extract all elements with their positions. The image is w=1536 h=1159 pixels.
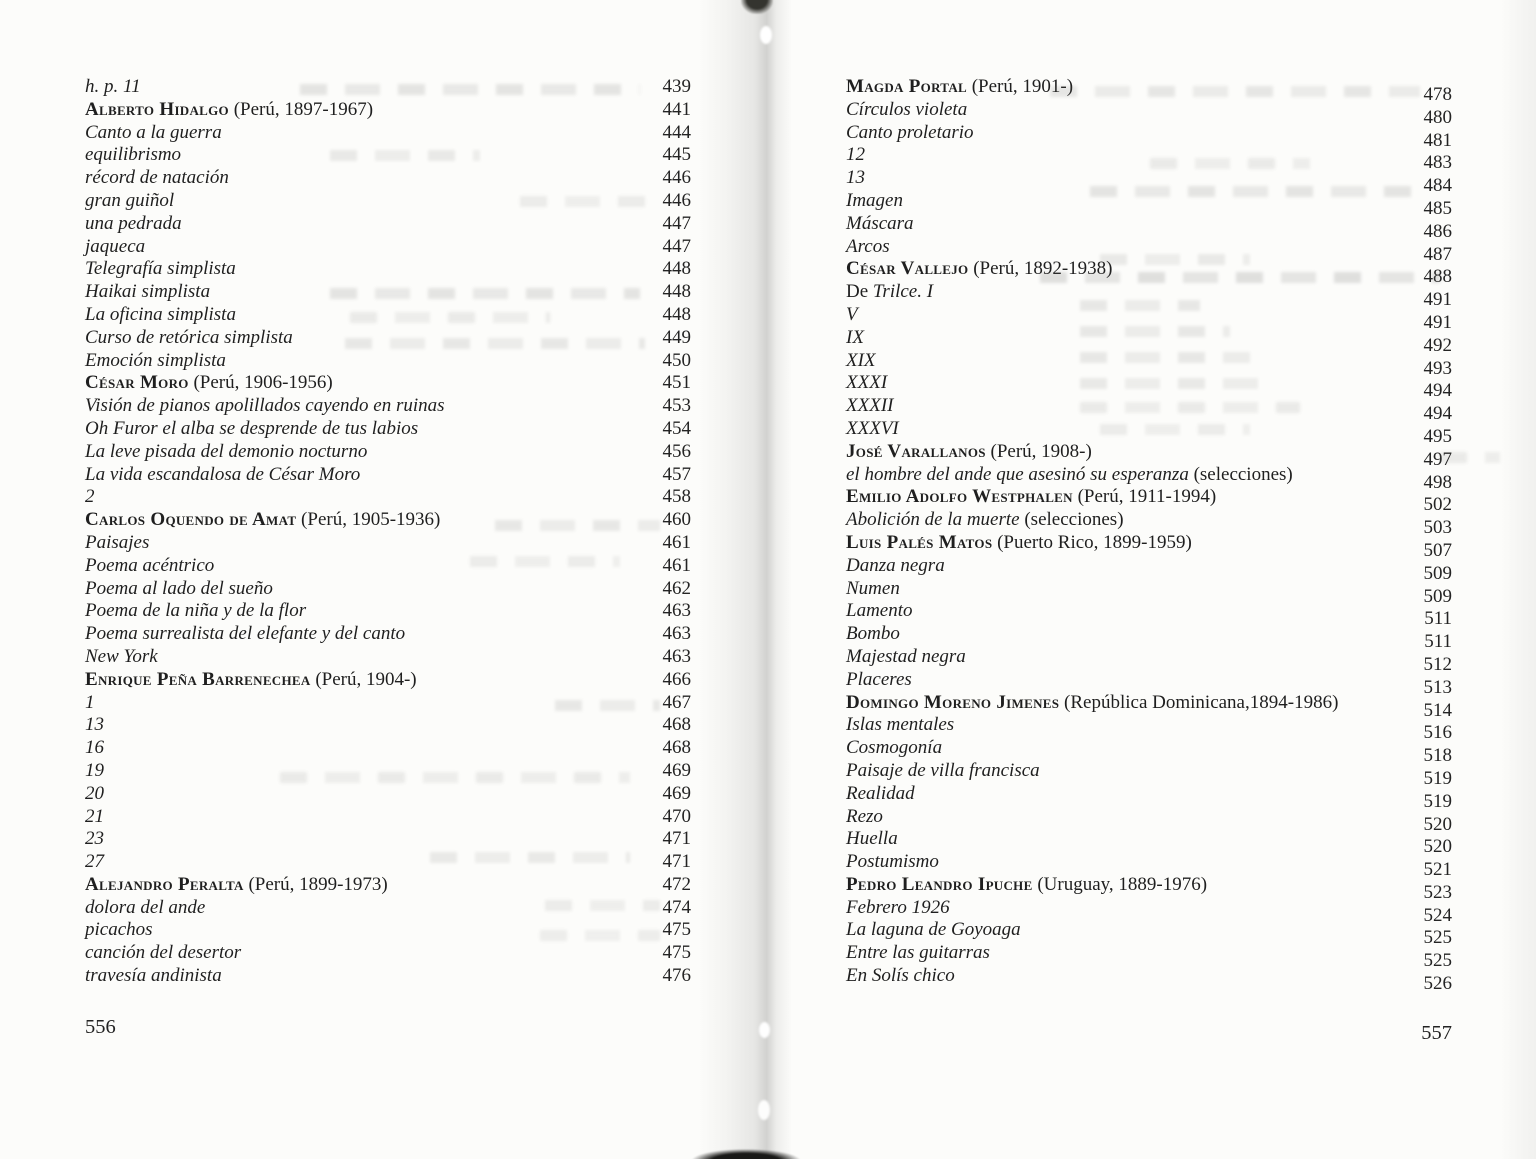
toc-left (85, 76, 691, 988)
toc-entry (846, 463, 1452, 493)
toc-entry (846, 737, 1452, 767)
entry-title: 16 (85, 737, 104, 759)
entry-page-number: 524 (1423, 904, 1452, 926)
entry-title: jaqueca (85, 235, 146, 257)
entry-page-number: 525 (1423, 950, 1452, 972)
toc-entry (846, 554, 1452, 584)
entry-page-number: 463 (662, 645, 691, 667)
toc-entry (85, 919, 691, 942)
toc-entry (846, 919, 1452, 949)
toc-entry (846, 372, 1452, 402)
toc-entry (85, 167, 691, 190)
entry-page-number: 520 (1423, 836, 1452, 858)
entry-page-number: 519 (1423, 790, 1452, 812)
toc-entry (85, 851, 691, 874)
entry-title: 21 (85, 805, 104, 827)
entry-page-number: 445 (662, 144, 691, 166)
toc-entry (846, 896, 1452, 926)
toc-entry (85, 692, 691, 715)
entry-title: XXXVI (846, 417, 899, 439)
entry-title: Numen (846, 577, 900, 599)
entry-page-number: 526 (1423, 973, 1452, 995)
entry-page-number: 507 (1423, 539, 1452, 561)
entry-page-number: 462 (662, 577, 691, 599)
entry-page-number: 494 (1423, 380, 1452, 402)
entry-page-number: 467 (662, 691, 691, 713)
toc-entry (85, 76, 691, 99)
toc-entry (846, 212, 1452, 242)
entry-page-number: 461 (662, 531, 691, 553)
entry-title: XXXII (846, 395, 894, 417)
toc-entry (85, 760, 691, 783)
entry-title: Emoción simplista (85, 349, 226, 371)
entry-title: Entre las guitarras (846, 942, 990, 964)
entry-title: Canto proletario (846, 121, 974, 143)
entry-page-number: 447 (662, 235, 691, 257)
binding-mark-bottom (692, 1149, 800, 1159)
entry-title: Febrero 1926 (846, 896, 950, 918)
toc-entry (85, 555, 691, 578)
entry-page-number: 463 (662, 600, 691, 622)
toc-entry (85, 236, 691, 259)
entry-title: La oficina simplista (85, 303, 236, 325)
entry-page-number: 439 (662, 76, 691, 97)
entry-author: Alberto Hidalgo (Perú, 1897-1967) (85, 98, 374, 120)
entry-title: Curso de retórica simplista (85, 326, 293, 348)
toc-entry (85, 350, 691, 373)
toc-entry (846, 144, 1452, 174)
entry-page-number: 471 (662, 851, 691, 873)
entry-title: Cosmogonía (846, 737, 943, 759)
binding-glint (758, 1100, 770, 1120)
page-folio-right: 557 (1421, 1022, 1452, 1044)
entry-title: Realidad (846, 782, 915, 804)
entry-title: Haikai simplista (85, 281, 211, 303)
entry-page-number: 521 (1423, 859, 1452, 881)
entry-page-number: 469 (662, 759, 691, 781)
entry-author: César Vallejo (Perú, 1892-1938) (846, 258, 1113, 280)
entry-title: Telegrafía simplista (85, 258, 236, 280)
entry-page-number: 469 (662, 782, 691, 804)
entry-author: Carlos Oquendo de Amat (Perú, 1905-1936) (85, 509, 441, 531)
toc-entry (85, 327, 691, 350)
entry-page-number: 491 (1423, 311, 1452, 333)
entry-page-number: 466 (662, 668, 691, 690)
entry-page-number: 453 (662, 395, 691, 417)
entry-title: En Solís chico (846, 965, 955, 987)
entry-page-number: 486 (1423, 220, 1452, 242)
entry-title: Oh Furor el alba se desprende de tus labios (85, 417, 419, 439)
entry-title: h. p. 11 (85, 76, 141, 97)
entry-page-number: 516 (1423, 722, 1452, 744)
toc-entry (846, 714, 1452, 744)
toc-entry (85, 304, 691, 327)
toc-entry (846, 782, 1452, 812)
toc-entry (846, 76, 1452, 105)
entry-author: Emilio Adolfo Westphalen (Perú, 1911-1994) (846, 486, 1217, 508)
entry-page-number: 468 (662, 714, 691, 736)
toc-entry (846, 235, 1452, 265)
toc-entry (846, 440, 1452, 470)
entry-page-number: 448 (662, 258, 691, 280)
entry-page-number: 523 (1423, 881, 1452, 903)
entry-page-number: 444 (662, 121, 691, 143)
entry-page-number: 461 (662, 554, 691, 576)
toc-entry (846, 531, 1452, 561)
toc-entry (846, 509, 1452, 539)
entry-page-number: 491 (1423, 289, 1452, 311)
toc-entry (846, 417, 1452, 447)
toc-entry (85, 737, 691, 760)
toc-entry (85, 99, 691, 122)
entry-title: V (846, 303, 858, 325)
entry-author: Domingo Moreno Jimenes (República Dominicana,1894-1986) (846, 691, 1339, 713)
entry-title: XIX (846, 349, 876, 371)
entry-page-number: 511 (1424, 608, 1452, 630)
entry-page-number: 451 (662, 372, 691, 394)
toc-entry (846, 668, 1452, 698)
entry-page-number: 463 (662, 623, 691, 645)
entry-page-number: 471 (662, 828, 691, 850)
entry-page-number: 446 (662, 189, 691, 211)
entry-page-number: 468 (662, 737, 691, 759)
entry-page-number: 520 (1423, 813, 1452, 835)
toc-entry (85, 281, 691, 304)
page-folio-left: 556 (85, 1016, 116, 1038)
entry-title: La laguna de Goyoaga (846, 919, 1021, 941)
toc-entry (846, 326, 1452, 356)
entry-title: 13 (846, 167, 865, 189)
entry-author: Alejandro Peralta (Perú, 1899-1973) (85, 873, 388, 895)
toc-entry (85, 464, 691, 487)
entry-title: Poema de la niña y de la flor (85, 600, 307, 622)
entry-author: Magda Portal (Perú, 1901-) (846, 76, 1074, 97)
toc-entry (846, 98, 1452, 128)
entry-page-number: 474 (662, 896, 691, 918)
entry-page-number: 456 (662, 440, 691, 462)
entry-page-number: 511 (1424, 631, 1452, 653)
entry-page-number: 450 (662, 349, 691, 371)
entry-page-number: 525 (1423, 927, 1452, 949)
entry-page-number: 458 (662, 486, 691, 508)
entry-page-number: 475 (662, 919, 691, 941)
entry-title: Imagen (846, 189, 903, 211)
toc-entry (846, 691, 1452, 721)
entry-title: Rezo (846, 805, 883, 827)
entry-page-number: 497 (1423, 448, 1452, 470)
toc-entry (846, 805, 1452, 835)
gutter-shadow (698, 0, 796, 1159)
entry-title: IX (846, 326, 864, 348)
toc-entry (85, 874, 691, 897)
toc-entry (846, 623, 1452, 653)
entry-title: Lamento (846, 600, 913, 622)
toc-entry (846, 965, 1452, 995)
entry-title: Arcos (846, 235, 890, 257)
toc-entry (85, 532, 691, 555)
entry-page-number: 518 (1423, 745, 1452, 767)
binding-glint (759, 1022, 770, 1038)
entry-title: Círculos violeta (846, 98, 968, 120)
entry-author: Luis Palés Matos (Puerto Rico, 1899-1959) (846, 531, 1192, 553)
entry-page-number: 481 (1423, 129, 1452, 151)
entry-title: canción del desertor (85, 942, 242, 964)
entry-title: picachos (85, 919, 153, 941)
entry-title: Poema surrealista del elefante y del canto (85, 623, 406, 645)
toc-entry (85, 578, 691, 601)
toc-entry (846, 577, 1452, 607)
toc-entry (85, 395, 691, 418)
entry-title: Huella (846, 828, 898, 850)
toc-entry (846, 759, 1452, 789)
entry-page-number: 509 (1423, 585, 1452, 607)
entry-page-number: 447 (662, 212, 691, 234)
entry-page-number: 495 (1423, 425, 1452, 447)
toc-entry (846, 189, 1452, 219)
toc-entry (85, 646, 691, 669)
toc-entry (85, 213, 691, 236)
entry-page-number: 476 (662, 965, 691, 987)
entry-title: Poema al lado del sueño (85, 577, 273, 599)
toc-entry (846, 303, 1452, 333)
entry-title: gran guiñol (85, 189, 175, 211)
entry-title: Placeres (846, 668, 912, 690)
toc-entry (85, 942, 691, 965)
entry-page-number: 514 (1423, 699, 1452, 721)
entry-title: 2 (85, 486, 95, 508)
toc-entry (846, 167, 1452, 197)
toc-entry (846, 121, 1452, 151)
entry-title: Visión de pianos apolillados cayendo en ruinas (85, 395, 445, 417)
entry-title: Danza negra (846, 554, 945, 576)
entry-title: Abolición de la muerte (selecciones) (846, 509, 1124, 531)
entry-page-number: 484 (1423, 175, 1452, 197)
entry-title: 12 (846, 144, 865, 166)
entry-title: Bombo (846, 623, 900, 645)
entry-page-number: 475 (662, 942, 691, 964)
entry-title: el hombre del ande que asesinó su esperanza (selecciones) (846, 463, 1293, 485)
entry-page-number: 470 (662, 805, 691, 827)
entry-title: Canto a la guerra (85, 121, 222, 143)
entry-page-number: 502 (1423, 494, 1452, 516)
entry-page-number: 492 (1423, 334, 1452, 356)
toc-entry (846, 942, 1452, 972)
entry-page-number: 493 (1423, 357, 1452, 379)
entry-page-number: 472 (662, 873, 691, 895)
entry-title: Poema acéntrico (85, 554, 215, 576)
toc-entry (846, 600, 1452, 630)
entry-page-number: 485 (1423, 197, 1452, 219)
entry-page-number: 509 (1423, 562, 1452, 584)
entry-title: XXXI (846, 372, 888, 394)
toc-entry (846, 258, 1452, 288)
toc-entry (85, 509, 691, 532)
entry-page-number: 503 (1423, 517, 1452, 539)
entry-page-number: 487 (1423, 243, 1452, 265)
entry-title: Máscara (846, 212, 914, 234)
entry-page-number: 460 (662, 509, 691, 531)
entry-title: Islas mentales (846, 714, 955, 736)
toc-entry (85, 623, 691, 646)
entry-title: Paisajes (85, 531, 150, 553)
entry-title: Postumismo (846, 851, 939, 873)
entry-page-number: 480 (1423, 106, 1452, 128)
toc-entry (846, 645, 1452, 675)
entry-page-number: 449 (662, 326, 691, 348)
page-edge-shading (1500, 0, 1536, 1159)
toc-right (846, 76, 1452, 995)
binding-mark-top (741, 0, 773, 14)
entry-title: De Trilce. I (846, 281, 934, 303)
entry-title: 13 (85, 714, 104, 736)
entry-page-number: 441 (662, 98, 691, 120)
entry-title: una pedrada (85, 212, 182, 234)
toc-entry (85, 806, 691, 829)
toc-entry (85, 965, 691, 988)
toc-entry (85, 828, 691, 851)
toc-entry (85, 418, 691, 441)
toc-entry (846, 828, 1452, 858)
toc-entry (846, 486, 1452, 516)
toc-entry (85, 372, 691, 395)
toc-entry (846, 395, 1452, 425)
entry-title: dolora del ande (85, 896, 206, 918)
entry-title: La vida escandalosa de César Moro (85, 463, 361, 485)
entry-page-number: 457 (662, 463, 691, 485)
toc-entry (85, 600, 691, 623)
toc-entry (846, 281, 1452, 311)
entry-title: 1 (85, 691, 95, 713)
toc-entry (85, 897, 691, 920)
toc-entry (846, 851, 1452, 881)
toc-entry (85, 714, 691, 737)
entry-page-number: 494 (1423, 403, 1452, 425)
entry-page-number: 454 (662, 417, 691, 439)
toc-entry (85, 122, 691, 145)
entry-title: 23 (85, 828, 104, 850)
entry-title: 20 (85, 782, 104, 804)
entry-title: La leve pisada del demonio nocturno (85, 440, 368, 462)
entry-page-number: 448 (662, 281, 691, 303)
entry-page-number: 512 (1423, 653, 1452, 675)
toc-entry (85, 144, 691, 167)
binding-glint (760, 26, 772, 44)
toc-entry (85, 783, 691, 806)
entry-page-number: 488 (1423, 266, 1452, 288)
toc-entry (846, 873, 1452, 903)
entry-title: New York (85, 645, 158, 667)
entry-title: 19 (85, 759, 104, 781)
entry-title: Paisaje de villa francisca (846, 759, 1040, 781)
entry-page-number: 448 (662, 303, 691, 325)
entry-title: 27 (85, 851, 104, 873)
entry-author: Enrique Peña Barrenechea (Perú, 1904-) (85, 668, 417, 690)
entry-title: Majestad negra (846, 645, 966, 667)
toc-entry (85, 190, 691, 213)
toc-entry (85, 486, 691, 509)
toc-entry (846, 349, 1452, 379)
entry-page-number: 446 (662, 167, 691, 189)
entry-page-number: 519 (1423, 767, 1452, 789)
entry-author: Pedro Leandro Ipuche (Uruguay, 1889-1976) (846, 873, 1208, 895)
entry-title: equilibrismo (85, 144, 182, 166)
entry-author: José Varallanos (Perú, 1908-) (846, 440, 1092, 462)
toc-entry (85, 258, 691, 281)
entry-page-number: 478 (1423, 84, 1452, 105)
toc-entry (85, 669, 691, 692)
entry-page-number: 483 (1423, 152, 1452, 174)
entry-author: César Moro (Perú, 1906-1956) (85, 372, 333, 394)
entry-page-number: 498 (1423, 471, 1452, 493)
entry-page-number: 513 (1423, 676, 1452, 698)
toc-entry (85, 441, 691, 464)
entry-title: travesía andinista (85, 965, 222, 987)
entry-title: récord de natación (85, 167, 229, 189)
